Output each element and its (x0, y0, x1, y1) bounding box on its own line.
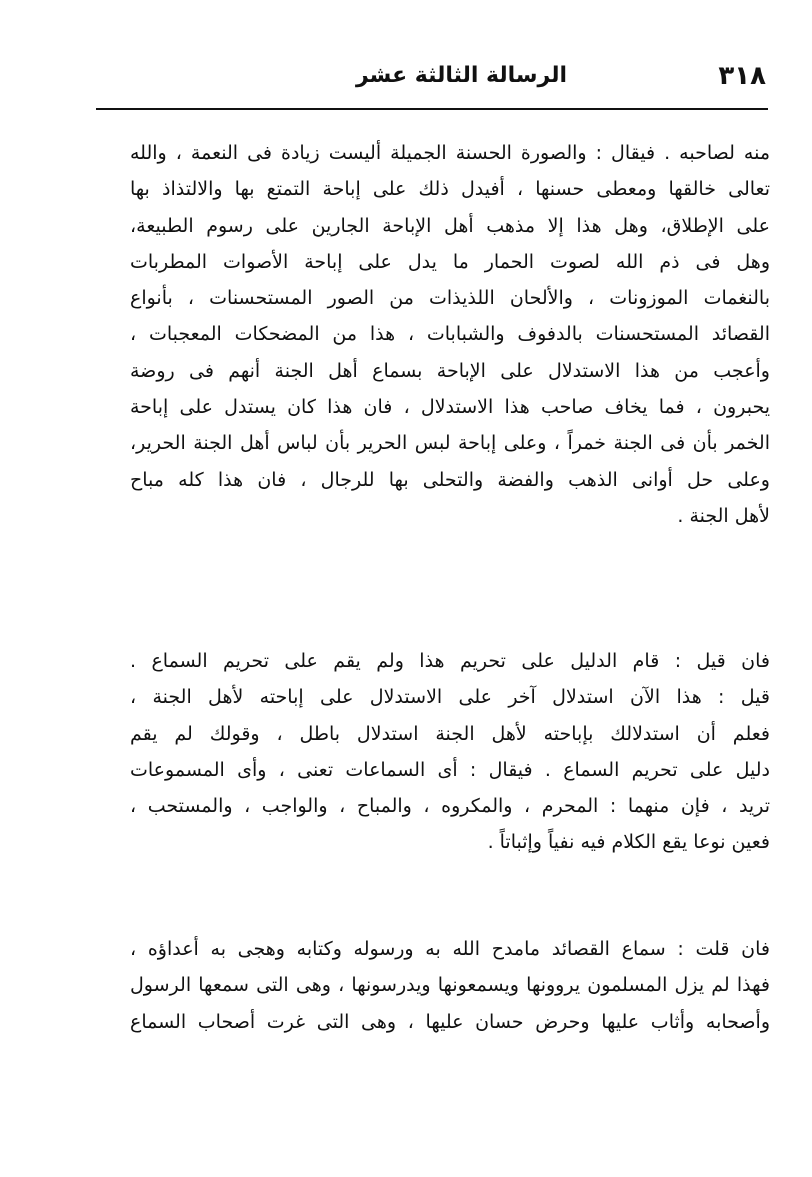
text-line: وأصحابه وأثاب عليها وحرض حسان عليها ، وهى التى غرت أصحاب السماع (130, 1010, 770, 1033)
text-line: يحبرون ، فما يخاف صاحب هذا الاستدلال ، فان هذا كان يستدل على إباحة (130, 396, 770, 419)
text-line: فان قلت : سماع القصائد مامدح الله به ورسوله وكتابه وهجى به أعداؤه ، (130, 938, 770, 960)
paragraph-2 (130, 643, 770, 861)
text-line: قيل : هذا الآن استدلال آخر على الاستدلال على إباحته لأهل الجنة ، (130, 686, 770, 709)
text-line: لأهل الجنة . (677, 504, 770, 527)
text-line: وعلى حل أوانى الذهب والفضة والتحلى بها للرجال ، فان هذا كله مباح (130, 468, 770, 491)
text-line: تعالى خالقها ومعطى حسنها ، أفيدل ذلك على إباحة التمتع بها والالتذاذ بها (130, 178, 770, 201)
header-rule (96, 108, 768, 110)
text-line: دليل على تحريم السماع . فيقال : أى السماعات تعنى ، وأى المسموعات (130, 758, 770, 781)
text-line: بالنغمات الموزونات ، والألحان اللذيذات من الصور المستحسنات ، بأنواع (130, 287, 770, 310)
text-line: منه لصاحبه . فيقال : والصورة الحسنة الجميلة أليست زيادة فى النعمة ، والله (130, 142, 770, 164)
paragraph-3 (130, 931, 770, 1040)
text-line: فان قيل : قام الدليل على تحريم هذا ولم يقم على تحريم السماع . (130, 650, 770, 672)
running-title: الرسالة الثالثة عشر (356, 63, 568, 88)
text-line: فعين نوعا يقع الكلام فيه نفياً وإثباتاً . (487, 831, 770, 854)
text-line: فعلم أن استدلالك بإباحته لأهل الجنة استدلال باطل ، وقولك لم يقم (130, 722, 770, 745)
page-number: ٣١٨ (718, 61, 766, 91)
text-line: تريد ، فإن منهما : المحرم ، والمكروه ، والمباح ، والواجب ، والمستحب ، (130, 795, 770, 818)
text-line: على الإطلاق، وهل هذا إلا مذهب أهل الإباحة الجارين على رسوم الطبيعة، (130, 214, 770, 237)
text-line: وأعجب من هذا الاستدلال على الإباحة بسماع أهل الجنة أنهم فى روضة (130, 359, 770, 382)
paragraph-1 (130, 135, 770, 534)
text-line: الخمر بأن فى الجنة خمراً ، وعلى إباحة لبس الحرير بأن لباس أهل الجنة الحرير، (130, 432, 770, 455)
text-line: وهل فى ذم الله لصوت الحمار ما يدل على إباحة الأصوات المطربات (130, 250, 770, 273)
page-header (96, 56, 766, 96)
text-line: فهذا لم يزل المسلمون يروونها ويسمعونها ويدرسونها ، وهى التى سمعها الرسول (130, 974, 770, 997)
text-line: القصائد المستحسنات بالدفوف والشبابات ، هذا من المضحكات المعجبات ، (130, 323, 770, 346)
